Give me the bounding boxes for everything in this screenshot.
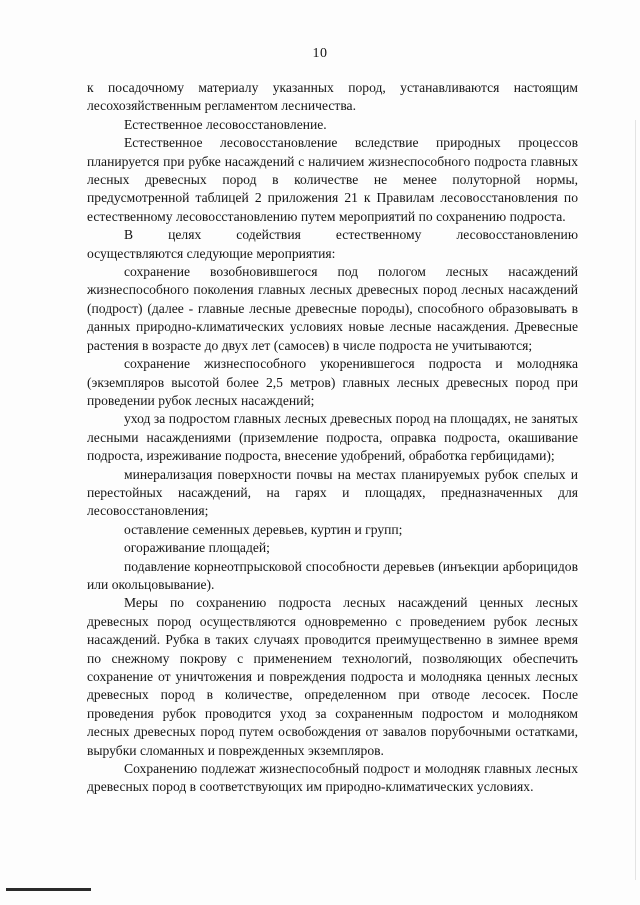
paragraph-7: уход за подростом главных лесных древесных пород на площадях, не занятых лесными насаждениями (приземление подроста, оправка подроста, окашивание подроста, изреживание подроста, внесение удобрений, обработка гербицидами); [87, 411, 578, 464]
paragraph-11: подавление корнеотпрысковой способности деревьев (инъекции арборицидов или окольцовывание). [87, 558, 578, 592]
paragraph-6: сохранение жизнеспособного укоренившегося подроста и молодняка (экземпляров высотой более 2,5 метров) главных лесных древесных пород при проведении рубок лесных насаждений; [87, 356, 578, 408]
paragraph-2: Естественное лесовосстановление. [124, 116, 327, 132]
paragraph-4: В целях содействия естественному лесовосстановлению [124, 227, 578, 243]
paragraph-3: Естественное лесовосстановление вследствие природных процессов планируется при рубке насаждений с наличием жизнеспособного подроста главных лесных древесных пород в количестве не менее полуторной нормы, предусмотренной таблицей 2 приложения 21 к Правилам лесовосстановления по естественному лесовосстановлению путем мероприятий по сохранению подроста. [87, 135, 578, 224]
document-body [87, 79, 578, 797]
paragraph-9: оставление семенных деревьев, куртин и групп; [124, 521, 403, 537]
paragraph-5: сохранение возобновившегося под пологом лесных насаждений жизнеспособного поколения главных лесных древесных пород лесных насаждений (подрост) (далее - главные лесные древесные породы), способного образовывать в данных природно-климатических условиях новые лесные насаждения. Древесные растения в возрасте до двух лет (самосев) в числе подроста не учитываются; [87, 264, 578, 353]
scan-edge-line [635, 120, 636, 880]
paragraph-4-continuation: осуществляются следующие мероприятия: [87, 245, 336, 261]
paragraph-12: Меры по сохранению подроста лесных насаждений ценных лесных древесных пород осуществляются одновременно с проведением рубок лесных насаждений. Рубка в таких случаях проводится преимущественно в зимнее время по снежному покрову с применением технологий, позволяющих обеспечить сохранение от уничтожения и повреждения подроста и молодняка ценных лесных древесных пород в количестве, определенном при отводе лесосек. После проведения рубок проводится уход за сохраненным подростом и молодняком лесных древесных пород путем освобождения от завалов порубочными остатками, вырубки сломанных и поврежденных экземпляров. [87, 595, 578, 758]
paragraph-10: огораживание площадей; [124, 540, 270, 556]
scan-margin-mark [6, 888, 91, 891]
paragraph-13: Сохранению подлежат жизнеспособный подрост и молодняк главных лесных древесных пород в соответствующих им природно-климатических условиях. [87, 761, 578, 795]
page-number: 10 [312, 46, 328, 61]
paragraph-1: к посадочному материалу указанных пород, устанавливаются настоящим лесохозяйственным регламентом лесничества. [87, 80, 578, 114]
paragraph-8: минерализация поверхности почвы на местах планируемых рубок спелых и перестойных насаждений, на гарях и площадях, предназначенных для лесовосстановления; [87, 466, 578, 519]
